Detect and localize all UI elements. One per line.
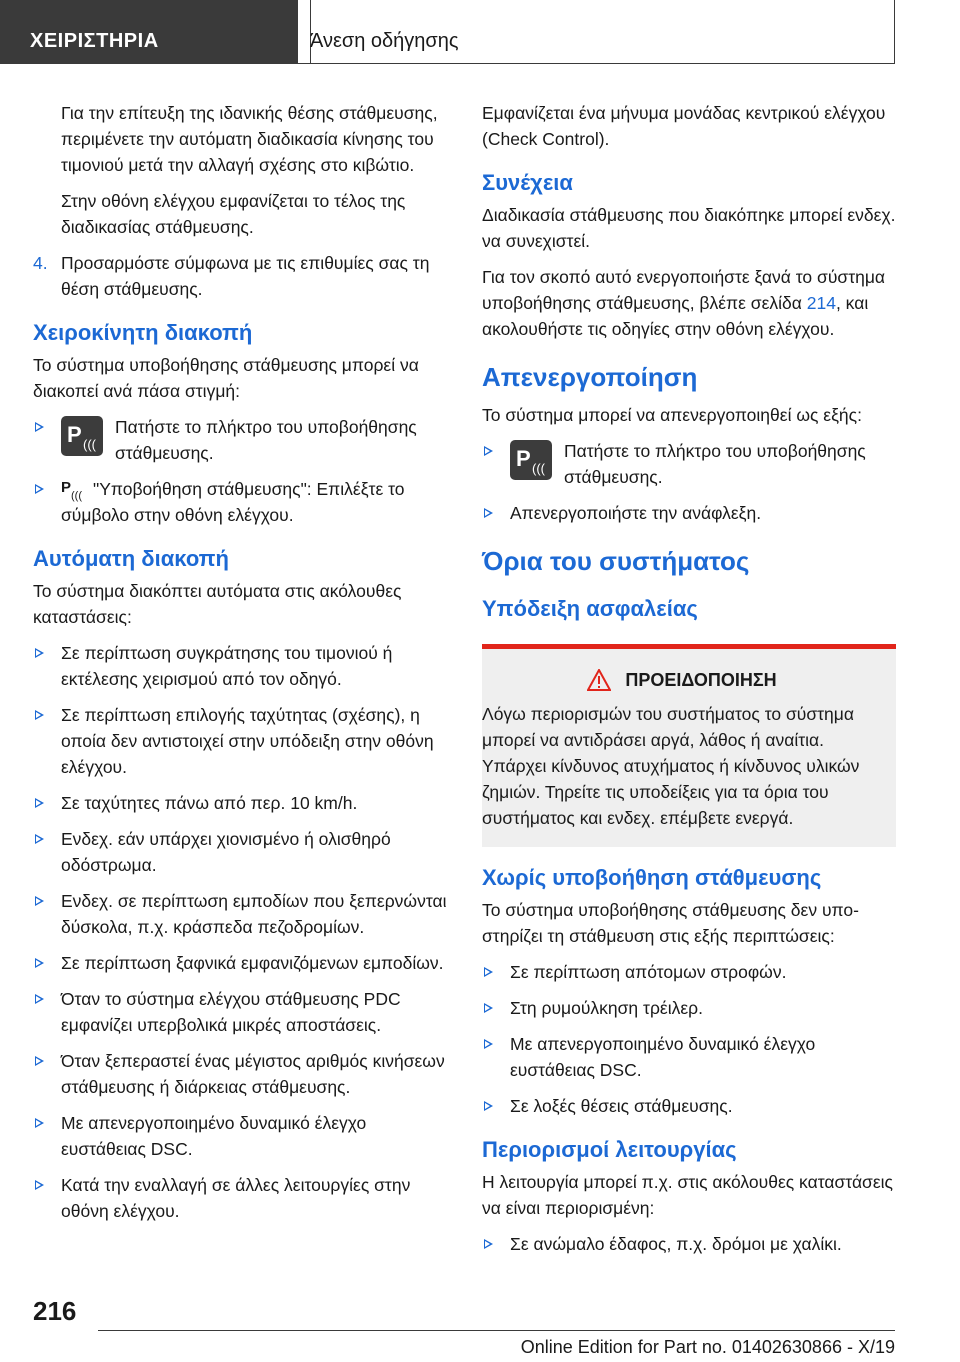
list-item: Σε ταχύτητες πάνω από περ. 10 km/h. — [33, 790, 453, 816]
list-item: P ((( Πατήστε το πλήκτρο του υποβοήθησης στάθμευσης. — [482, 438, 896, 490]
header-divider-right — [894, 0, 895, 64]
paragraph: Το σύστημα υποβοήθησης στάθμευσης δεν υποστηρίζει τη στάθμευση στις εξής περιπτώσεις: — [482, 900, 859, 946]
list-item: Με απενεργοποιημένο δυναμικό έλεγχο ευστάθειας DSC. — [33, 1110, 453, 1162]
heading-system-limits: Όρια του συστήματος — [482, 546, 750, 576]
list-item: Στη ρυμούλκηση τρέιλερ. — [482, 995, 896, 1021]
left-column — [33, 100, 453, 1234]
heading-safety-note: Υπόδειξη ασφαλείας — [482, 596, 698, 621]
chapter-title: Άνεση οδήγησης — [310, 30, 459, 52]
step-number: 4. — [33, 253, 48, 273]
page-number: 216 — [33, 1296, 77, 1326]
bullet-triangle-icon — [35, 798, 44, 808]
bullet-triangle-icon — [484, 1039, 493, 1049]
bullet-triangle-icon — [35, 1180, 44, 1190]
bullet-triangle-icon — [35, 896, 44, 906]
paragraph: Για τον σκοπό αυτό ενεργοποιήστε ξανά το σύστημα υποβοήθησης στάθμευσης, βλέπε σελίδα 214, και ακολουθήστε τις οδηγίες στην οθόνη ελέγχου. — [482, 267, 886, 339]
bullet-triangle-icon — [484, 446, 493, 456]
restrictions-list — [482, 1231, 896, 1257]
list-item: Ενδεχ. εάν υπάρχει χιονισμένο ή ολισθηρό οδόστρωμα. — [33, 826, 453, 878]
paragraph: Το σύστημα διακόπτει αυτόματα στις ακόλουθες καταστάσεις: — [33, 581, 402, 627]
bullet-triangle-icon — [35, 1056, 44, 1066]
bullet-triangle-icon — [484, 1003, 493, 1013]
bullet-triangle-icon — [35, 648, 44, 658]
list-item: P ((( Πατήστε το πλήκτρο του υποβοήθησης στάθμευσης. — [33, 414, 453, 466]
paragraph: Για την επίτευξη της ιδανικής θέσης στάθμευσης, περιμένετε την αυτόματη διαδικασία κίνησης του τιμονιού μετά την αλλαγή σχέσης στο κιβώτιο. — [61, 103, 438, 175]
heading-auto-stop: Αυτόματη διακοπή — [33, 546, 229, 571]
list-item: Σε περίπτωση συγκράτησης του τιμονιού ή εκτέλεσης χειρισμού από τον οδηγό. — [33, 640, 453, 692]
list-item: Όταν το σύστημα ελέγχου στάθμευσης PDC εμφανίζει υπερβολικά μικρές αποστάσεις. — [33, 986, 453, 1038]
heading-deactivate: Απενεργοποίηση — [482, 362, 698, 392]
auto-stop-list — [33, 640, 453, 1224]
park-assist-symbol-icon: P ((( — [61, 479, 82, 502]
bullet-triangle-icon — [484, 967, 493, 977]
heading-without-assist: Χωρίς υποβοήθηση στάθμευσης — [482, 865, 822, 890]
list-item: Ενδεχ. σε περίπτωση εμποδίων που ξεπερνώνται δύσκολα, π.χ. κράσπεδα πεζοδρομίων. — [33, 888, 453, 940]
bullet-triangle-icon — [35, 484, 44, 494]
bullet-triangle-icon — [35, 710, 44, 720]
list-item: P ((( "Υποβοήθηση στάθμευσης": Επιλέξτε το σύμβολο στην οθόνη ελέγχου. — [33, 476, 453, 528]
paragraph: Η λειτουργία μπορεί π.χ. στις ακόλουθες καταστάσεις να είναι περιορισμένη: — [482, 1172, 893, 1218]
paragraph: Στην οθόνη ελέγχου εμφανίζεται το τέλος της διαδικασίας στάθμευσης. — [61, 191, 406, 237]
manual-stop-list — [33, 414, 453, 528]
park-assist-button-icon: P ((( — [61, 416, 103, 456]
list-item: Σε λοξές θέσεις στάθμευσης. — [482, 1093, 896, 1119]
footer-divider — [98, 1330, 895, 1331]
list-item: Σε περίπτωση ξαφνικά εμφανιζόμενων εμποδίων. — [33, 950, 453, 976]
right-column — [482, 100, 896, 1267]
list-item: Όταν ξεπεραστεί ένας μέγιστος αριθμός κινήσεων στάθμευσης ή διάρκειας στάθμευσης. — [33, 1048, 453, 1100]
bullet-triangle-icon — [484, 508, 493, 518]
bullet-triangle-icon — [484, 1239, 493, 1249]
heading-manual-stop: Χειροκίνητη διακοπή — [33, 320, 253, 345]
park-assist-button-icon: P ((( — [510, 440, 552, 480]
without-assist-list — [482, 959, 896, 1119]
bullet-triangle-icon — [35, 994, 44, 1004]
paragraph: Εμφανίζεται ένα μήνυμα μονάδας κεντρικού ελέγχου (Check Control). — [482, 103, 886, 149]
bullet-triangle-icon — [35, 834, 44, 844]
bullet-triangle-icon — [35, 422, 44, 432]
header-underline — [298, 63, 895, 64]
step-4 — [33, 250, 453, 302]
warning-title: ΠΡΟΕΙΔΟΠΟΙΗΣΗ — [482, 667, 882, 693]
paragraph: Διαδικασία στάθμευσης που διακόπηκε μπορεί ενδεχ. να συνεχιστεί. — [482, 205, 896, 251]
heading-continue: Συνέχεια — [482, 170, 573, 195]
list-item: Σε περίπτωση επιλογής ταχύτητας (σχέσης), η οποία δεν αντιστοιχεί στην υπόδειξη στην οθόνη ελέγχου. — [33, 702, 453, 780]
list-item: Απενεργοποιήστε την ανάφλεξη. — [482, 500, 896, 526]
warning-triangle-icon — [587, 669, 611, 691]
page-link[interactable]: 214 — [806, 293, 836, 313]
list-item: Σε περίπτωση απότομων στροφών. — [482, 959, 896, 985]
step-text: Προσαρμόστε σύμφωνα με τις επιθυμίες σας τη θέση στάθμευσης. — [61, 253, 430, 299]
list-item: Σε ανώμαλο έδαφος, π.χ. δρόμοι με χαλίκι. — [482, 1231, 896, 1257]
paragraph: Το σύστημα μπορεί να απενεργοποιηθεί ως εξής: — [482, 405, 862, 425]
list-item: Με απενεργοποιημένο δυναμικό έλεγχο ευστάθειας DSC. — [482, 1031, 896, 1083]
deactivate-list — [482, 438, 896, 526]
bullet-triangle-icon — [35, 1118, 44, 1128]
section-tab: ΧΕΙΡΙΣΤΗΡΙΑ — [0, 0, 298, 64]
paragraph: Το σύστημα υποβοήθησης στάθμευσης μπορεί να διακοπεί ανά πάσα στιγμή: — [33, 355, 419, 401]
heading-restrictions: Περιορισμοί λειτουργίας — [482, 1137, 737, 1162]
list-item: Κατά την εναλλαγή σε άλλες λειτουργίες στην οθόνη ελέγχου. — [33, 1172, 453, 1224]
bullet-triangle-icon — [35, 958, 44, 968]
edition-note: Online Edition for Part no. 01402630866 - X/19 — [520, 1337, 895, 1357]
warning-box — [482, 644, 896, 847]
warning-text: Λόγω περιορισμών του συστήματος το σύστημα μπορεί να αντιδράσει αργά, λάθος ή αναίτια. Υπάρχει κίνδυνος ατυχήματος ή κίνδυνος υλικών ζημιών. Τηρείτε τις υποδείξεις για τα όρια του συστήματος και ενδεχ. επέμβετε ενεργά. — [482, 704, 860, 828]
bullet-triangle-icon — [484, 1101, 493, 1111]
